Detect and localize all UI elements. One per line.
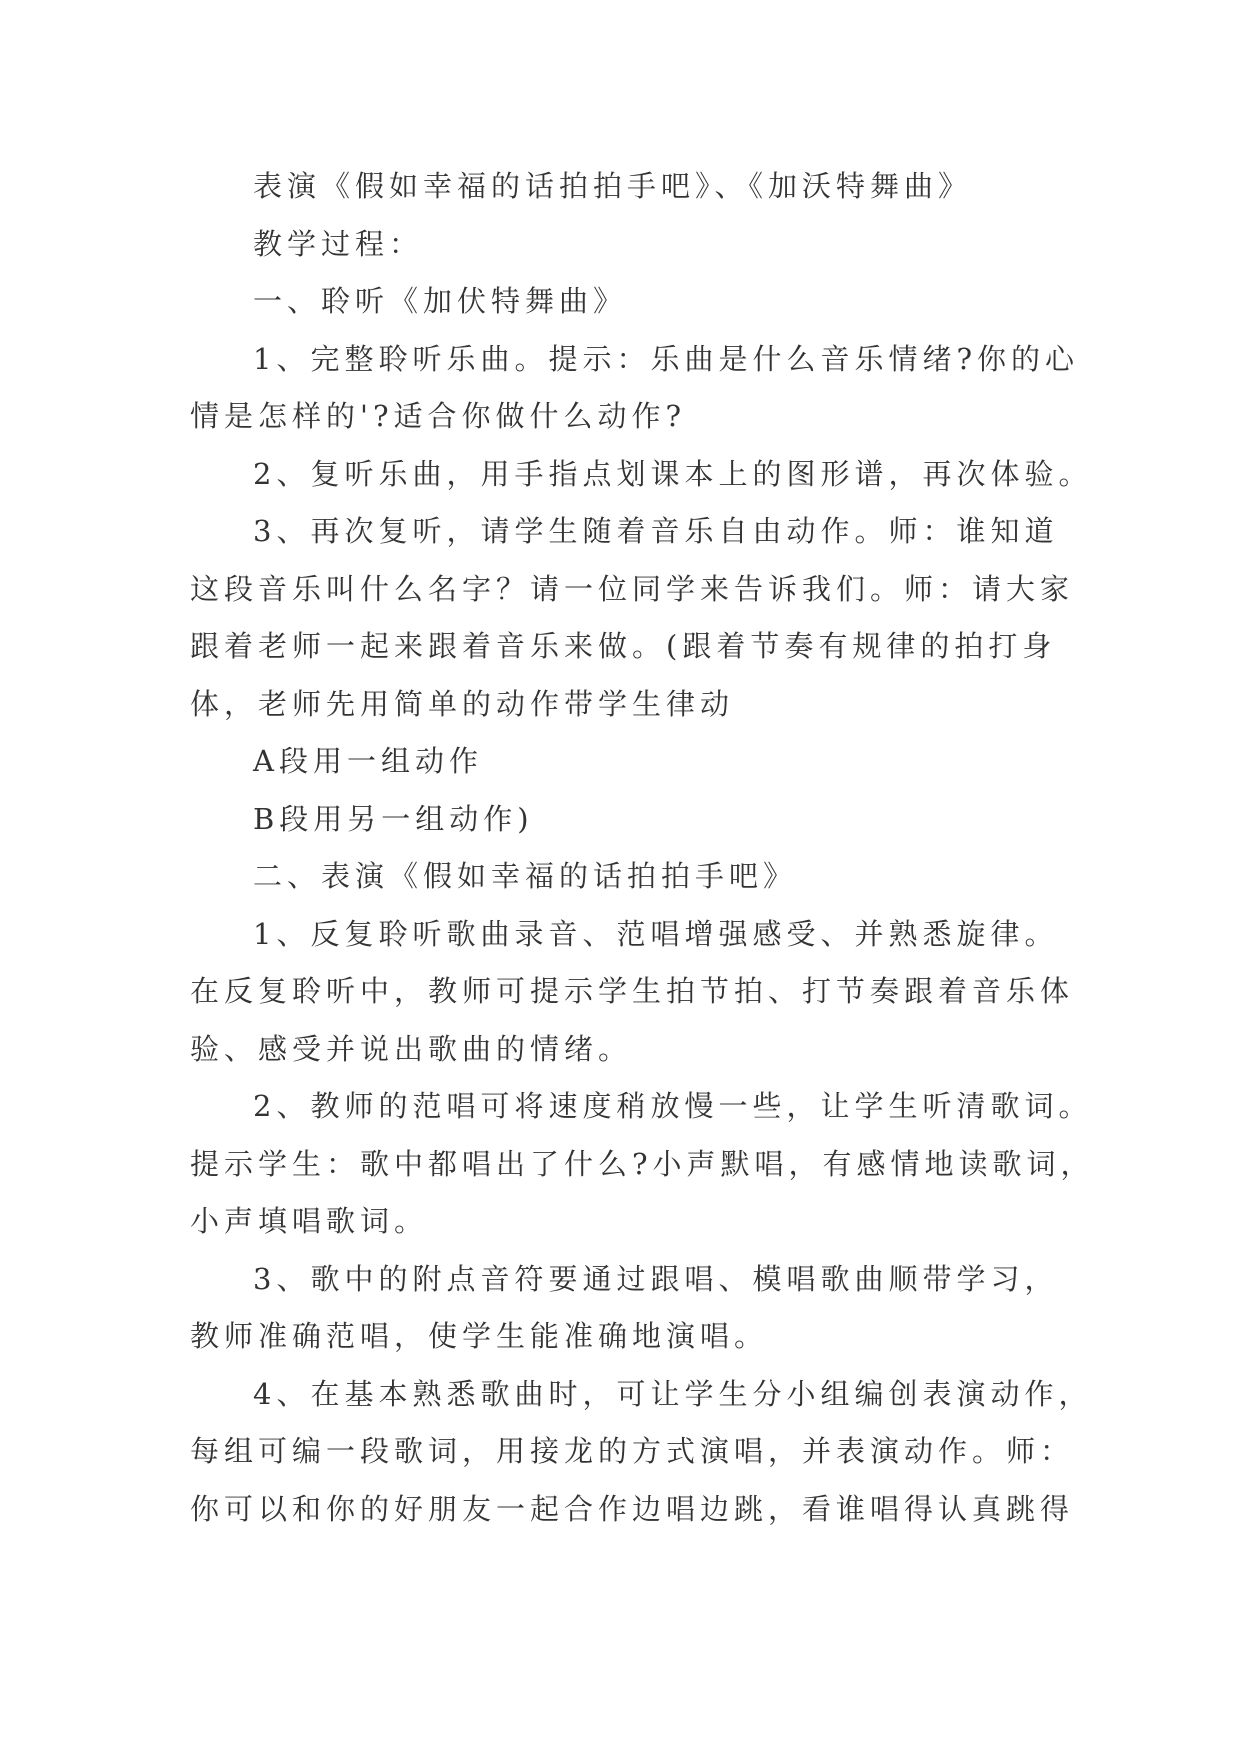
text-line: 这段音乐叫什么名字？请一位同学来告诉我们。师：请大家 (190, 571, 1075, 606)
text-line: 体，老师先用简单的动作带学生律动 (190, 686, 735, 721)
text-line: 3、再次复听，请学生随着音乐自由动作。师：谁知道 (253, 514, 1059, 548)
text-line: 1、反复聆听歌曲录音、范唱增强感受、并熟悉旋律。 (253, 916, 1059, 951)
text-line: 验、感受并说出歌曲的情绪。 (190, 1031, 633, 1066)
text-line: 2、教师的范唱可将速度稍放慢一些，让学生听清歌词。 (253, 1089, 1093, 1123)
text-line: 每组可编一段歌词，用接龙的方式演唱，并表演动作。师： (190, 1434, 1075, 1468)
text-line: 4、在基本熟悉歌曲时，可让学生分小组编创表演动作， (253, 1376, 1093, 1411)
text-line: 1、完整聆听乐曲。提示：乐曲是什么音乐情绪?你的心 (253, 341, 1079, 376)
text-line: 情是怎样的'?适合你做什么动作? (190, 399, 687, 433)
text-line: 二、表演《假如幸福的话拍拍手吧》 (253, 859, 798, 893)
text-line: 一、聆听《加伏特舞曲》 (253, 284, 628, 318)
document-body (190, 158, 1095, 1538)
text-line: 2、复听乐曲，用手指点划课本上的图形谱，再次体验。 (253, 456, 1093, 491)
text-line: 表演《假如幸福的话拍拍手吧》、《加沃特舞曲》 (253, 169, 973, 203)
text-line: 在反复聆听中，教师可提示学生拍节拍、打节奏跟着音乐体 (190, 974, 1075, 1008)
text-line: 教学过程： (253, 226, 424, 261)
text-line: 你可以和你的好朋友一起合作边唱边跳，看谁唱得认真跳得 (190, 1491, 1075, 1526)
text-line: 3、歌中的附点音符要通过跟唱、模唱歌曲顺带学习， (253, 1261, 1059, 1296)
text-line: 小声填唱歌词。 (190, 1204, 429, 1238)
text-line: A段用一组动作 (253, 744, 483, 778)
text-line: 跟着老师一起来跟着音乐来做。(跟着节奏有规律的拍打身 (190, 629, 1057, 663)
text-line: 提示学生：歌中都唱出了什么?小声默唱，有感情地读歌词， (190, 1146, 1095, 1181)
text-line: 教师准确范唱，使学生能准确地演唱。 (190, 1319, 769, 1353)
text-line: B段用另一组动作) (253, 801, 534, 836)
